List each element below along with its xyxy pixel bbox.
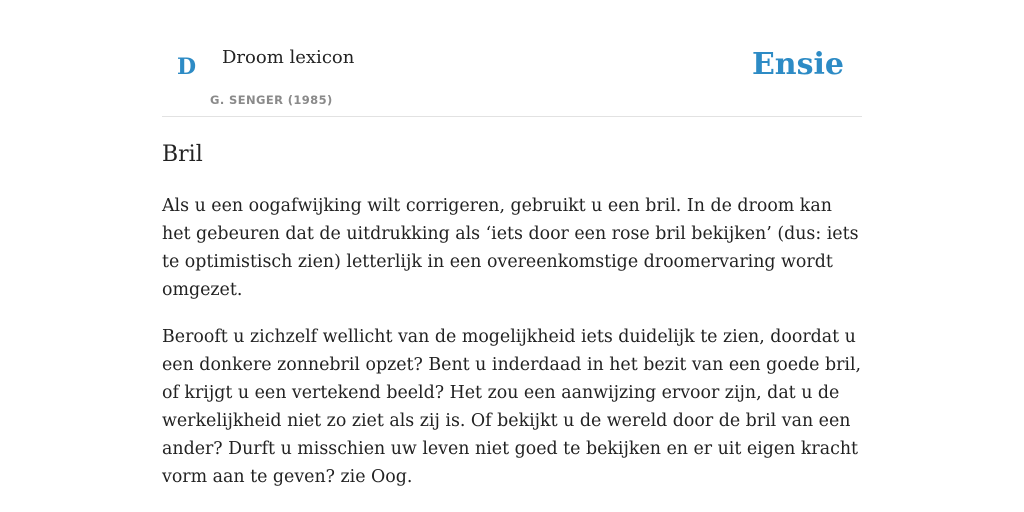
lexicon-author: G. SENGER (1985) (210, 93, 333, 107)
entry-paragraph-2: Berooft u zichzelf wellicht van de mogelijkheid iets duidelijk te zien, doordat u een donkere zonnebril opzet? Bent u inderdaad in het bezit van een goede bril, of krijgt u een vertekend beeld? Het zou een aanwijzing ervoor zijn, dat u de werkelijkheid niet zo ziet als zij is. Of bekijkt u de wereld door de bril van een ander? Durft u misschien uw leven niet goed te bekijken en er uit eigen kracht vorm aan te geven? zie Oog. (162, 327, 862, 487)
entry-title: Bril (162, 142, 203, 167)
entry-content (162, 140, 862, 491)
lexicon-title[interactable]: Droom lexicon (222, 47, 355, 68)
lexicon-header (162, 0, 862, 117)
ensie-logo-link[interactable]: Ensie (751, 47, 844, 82)
entry-paragraph-1: Als u een oogafwijking wilt corrigeren, gebruikt u een bril. In de droom kan het gebeuren dat de uitdrukking als ‘iets door een rose bril bekijken’ (dus: iets te optimistisch zien) letterlijk in een overeenkomstige droomervaring wordt omgezet. (162, 196, 859, 300)
letter-mark[interactable]: D (177, 54, 197, 80)
